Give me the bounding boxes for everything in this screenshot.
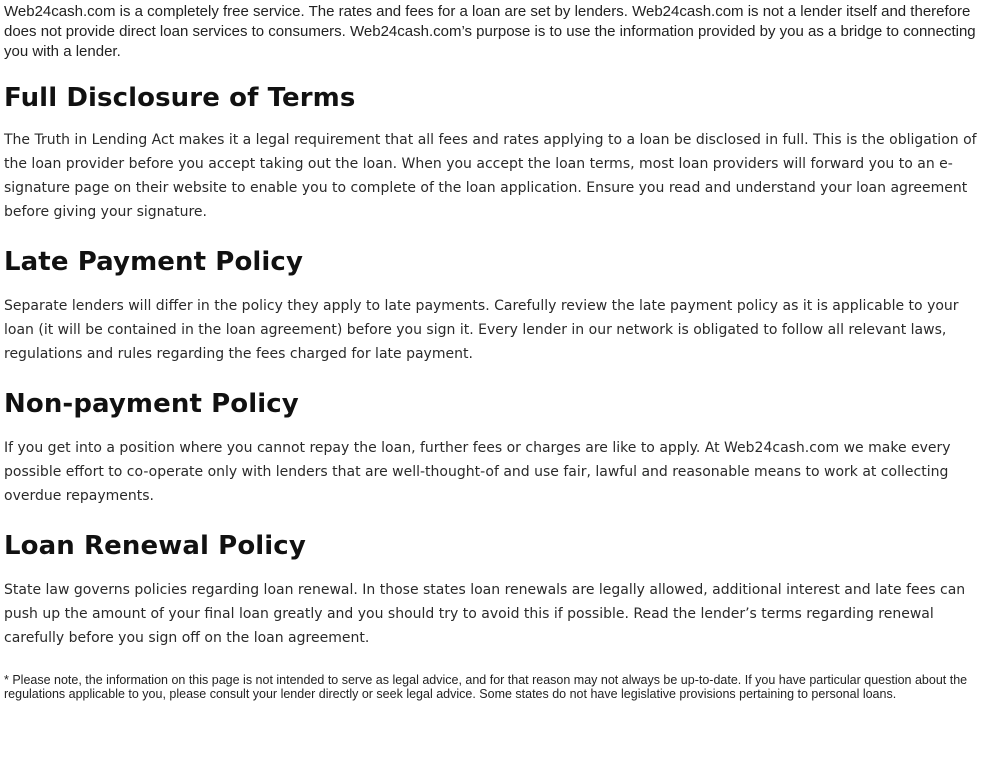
section-title-loan-renewal: Loan Renewal Policy: [4, 531, 306, 561]
legal-footnote: * Please note, the information on this page is not intended to serve as legal advice, and for that reason may not always be up-to-date. If you have particular question about the regulations applicable to you, please consult your lender directly or seek legal advice. Some states do not have legislative provisions pertaining to personal loans.: [4, 673, 968, 701]
section-title-late-payment: Late Payment Policy: [4, 247, 303, 277]
section-title-non-payment: Non-payment Policy: [4, 389, 299, 419]
intro-paragraph: Web24cash.com is a completely free service. The rates and fees for a loan are set by lenders. Web24cash.com is not a lender itself and therefore does not provide direct loan services to consumers. Web24cash.com’s purpose is to use the information provided by you as a bridge to connecting you with a lender.: [4, 3, 976, 60]
section-body-full-disclosure: The Truth in Lending Act makes it a legal requirement that all fees and rates applying to a loan be disclosed in full. This is the obligation of the loan provider before you accept taking out the loan. When you accept the loan terms, most loan providers will forward you to an e-signature page on their website to enable you to complete of the loan application. Ensure you read and understand your loan agreement before giving your signature.: [4, 132, 977, 220]
section-body-non-payment: If you get into a position where you cannot repay the loan, further fees or charges are like to apply. At Web24cash.com we make every possible effort to co-operate only with lenders that are well-thought-of and use fair, lawful and reasonable means to work at collecting overdue repayments.: [4, 440, 951, 504]
section-body-loan-renewal: State law governs policies regarding loan renewal. In those states loan renewals are legally allowed, additional interest and late fees can push up the amount of your final loan greatly and you should try to avoid this if possible. Read the lender’s terms regarding renewal carefully before you sign off on the loan agreement.: [4, 582, 966, 646]
section-title-full-disclosure: Full Disclosure of Terms: [4, 83, 356, 113]
section-body-late-payment: Separate lenders will differ in the policy they apply to late payments. Carefully review the late payment policy as it is applicable to your loan (it will be contained in the loan agreement) before you sign it. Every lender in our network is obligated to follow all relevant laws, regulations and rules regarding the fees charged for late payment.: [4, 298, 959, 362]
